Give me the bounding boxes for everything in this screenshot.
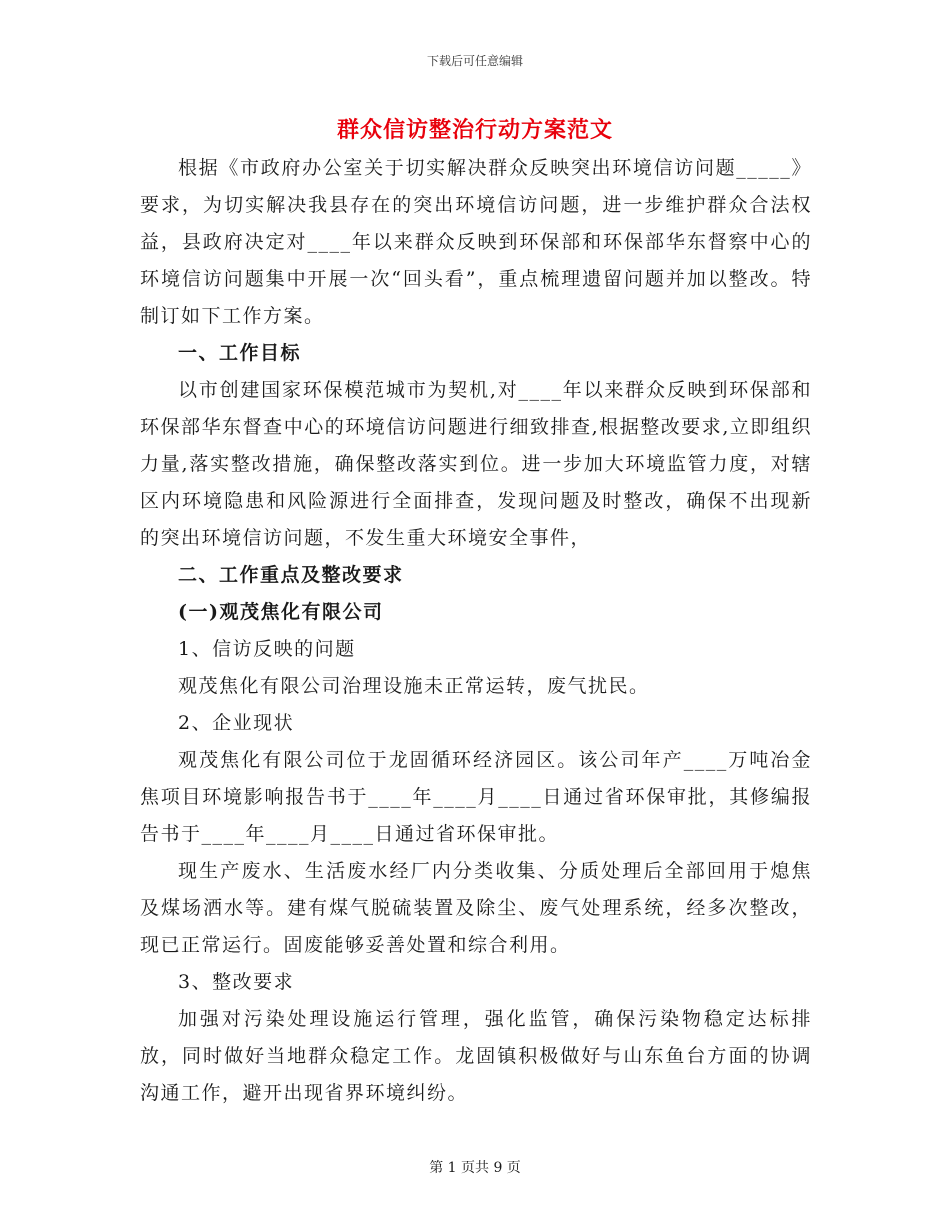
document-title: 群众信访整治行动方案范文: [336, 117, 613, 143]
intro-paragraph: 根据《市政府办公室关于切实解决群众反映突出环境信访问题_____》要求，为切实解决我县存在的突出环境信访问题，进一步维护群众合法权益，县政府决定对____年以来群众反映到环保部和环保部华东督察中心的环境信访问题集中开展一次“回头看”，重点梳理遗留问题并加以整改。特制订如下工作方案。: [140, 157, 812, 327]
item-2-paragraph-a: 观茂焦化有限公司位于龙固循环经济园区。该公司年产____万吨冶金焦项目环境影响报告书于____年____月____日通过省环保审批，其修编报告书于____年____月____日通过省环保审批。: [140, 749, 812, 845]
section-2-heading: 二、工作重点及整改要求: [178, 564, 404, 586]
page-footer: 第 1 页共 9 页: [429, 1160, 521, 1176]
item-3-label: 3、整改要求: [178, 971, 295, 993]
item-1-label: 1、信访反映的问题: [178, 638, 356, 660]
header-note: 下载后可任意编辑: [426, 54, 523, 68]
section-1-heading: 一、工作目标: [178, 342, 302, 364]
item-3-paragraph: 加强对污染处理设施运行管理，强化监管，确保污染物稳定达标排放，同时做好当地群众稳定工作。龙固镇积极做好与山东鱼台方面的协调沟通工作，避开出现省界环境纠纷。: [140, 1008, 812, 1104]
item-2-paragraph-b: 现生产废水、生活废水经厂内分类收集、分质处理后全部回用于熄焦及煤场洒水等。建有煤气脱硫装置及除尘、废气处理系统，经多次整改，现已正常运行。固废能够妥善处置和综合利用。: [140, 860, 812, 956]
item-1-paragraph: 观茂焦化有限公司治理设施未正常运转，废气扰民。: [178, 675, 650, 697]
company-heading: (一)观茂焦化有限公司: [178, 601, 384, 623]
item-2-label: 2、企业现状: [178, 712, 295, 734]
section-1-paragraph: 以市创建国家环保模范城市为契机,对____年以来群众反映到环保部和环保部华东督查中心的环境信访问题进行细致排查,根据整改要求,立即组织力量,落实整改措施，确保整改落实到位。进一步加大环境监管力度，对辖区内环境隐患和风险源进行全面排查，发现问题及时整改，确保不出现新的突出环境信访问题，不发生重大环境安全事件，: [140, 379, 812, 549]
document-body: [140, 150, 812, 1112]
